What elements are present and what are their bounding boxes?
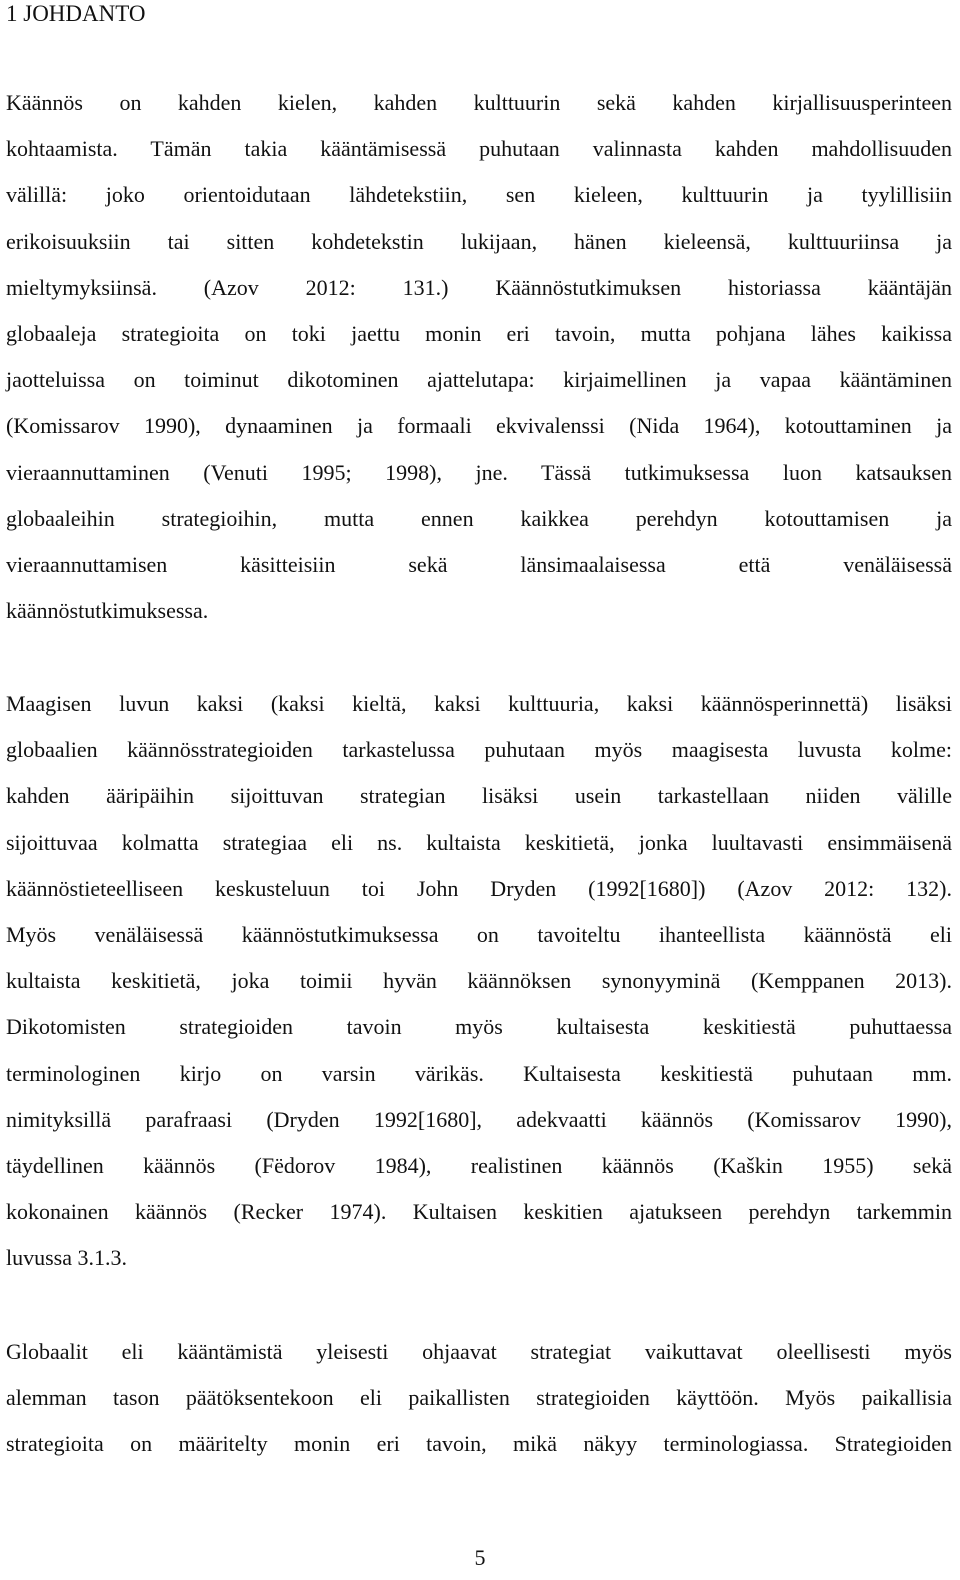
text-line: Myös venäläisessä käännöstutkimuksessa on tavoiteltu ihanteellista käännöstä eli <box>6 922 952 948</box>
text-line: vieraannuttamisen käsitteisiin sekä länsimaalaisessa että venäläisessä <box>6 552 952 578</box>
text-line: kahden ääripäihin sijoittuvan strategian lisäksi usein tarkastellaan niiden välille <box>6 783 952 809</box>
text-line: mieltymyksiinsä. (Azov 2012: 131.) Käännöstutkimuksen historiassa kääntäjän <box>6 274 952 300</box>
text-line: Maagisen luvun kaksi (kaksi kieltä, kaksi kulttuuria, kaksi käännösperinnettä) lisäksi <box>6 691 952 716</box>
text-line: kokonainen käännös (Recker 1974). Kultaisen keskitien ajatukseen perehdyn tarkemmin <box>6 1199 952 1225</box>
text-line: globaaleja strategioita on toki jaettu monin eri tavoin, mutta pohjana lähes kaikissa <box>6 321 952 347</box>
text-line: kultaista keskitietä, joka toimii hyvän käännöksen synonyyminä (Kemppanen 2013). <box>6 968 952 994</box>
text-line: käännöstutkimuksessa. <box>6 598 209 624</box>
text-line: globaalien käännösstrategioiden tarkastelussa puhutaan myös maagisesta luvusta kolme: <box>6 737 952 763</box>
text-line: täydellinen käännös (Fëdorov 1984), realistinen käännös (Kaškin 1955) sekä <box>6 1153 952 1179</box>
text-line: erikoisuuksiin tai sitten kohdetekstin lukijaan, hänen kieleensä, kulttuuriinsa ja <box>6 228 952 254</box>
text-line: strategioita on määritelty monin eri tavoin, mikä näkyy terminologiassa. Strategioiden <box>6 1431 952 1457</box>
text-line: Dikotomisten strategioiden tavoin myös kultaisesta keskitiestä puhuttaessa <box>6 1014 952 1040</box>
text-line: terminologinen kirjo on varsin värikäs. Kultaisesta keskitiestä puhutaan mm. <box>6 1060 952 1086</box>
section-heading: 1 JOHDANTO <box>6 1 146 26</box>
text-line: Käännös on kahden kielen, kahden kulttuurin sekä kahden kirjallisuusperinteen <box>6 90 952 115</box>
paragraph-3 <box>6 1329 952 1468</box>
page-number: 5 <box>474 1545 486 1570</box>
text-line: käännöstieteelliseen keskusteluun toi John Dryden (1992[1680]) (Azov 2012: 132). <box>6 875 952 901</box>
text-line: nimityksillä parafraasi (Dryden 1992[1680], adekvaatti käännös (Komissarov 1990), <box>6 1106 952 1132</box>
paragraph-1 <box>6 80 952 634</box>
text-line: alemman tason päätöksentekoon eli paikallisten strategioiden käyttöön. Myös paikallisia <box>6 1385 952 1411</box>
text-line: välillä: joko orientoidutaan lähdetekstiin, sen kieleen, kulttuurin ja tyylillisiin <box>6 182 952 208</box>
text-line: globaaleihin strategioihin, mutta ennen kaikkea perehdyn kotouttamisen ja <box>6 505 952 531</box>
text-line: kohtaamista. Tämän takia kääntämisessä puhutaan valinnasta kahden mahdollisuuden <box>6 136 952 162</box>
text-line: Globaalit eli kääntämistä yleisesti ohjaavat strategiat vaikuttavat oleellisesti myös <box>6 1339 952 1364</box>
text-line: vieraannuttaminen (Venuti 1995; 1998), jne. Tässä tutkimuksessa luon katsauksen <box>6 459 952 485</box>
text-line: jaotteluissa on toiminut dikotominen ajattelutapa: kirjaimellinen ja vapaa kääntäminen <box>6 367 952 393</box>
text-line: sijoittuvaa kolmatta strategiaa eli ns. kultaista keskitietä, jonka luultavasti ensimmäisenä <box>6 829 952 855</box>
text-line: (Komissarov 1990), dynaaminen ja formaali ekvivalenssi (Nida 1964), kotouttaminen ja <box>6 413 952 439</box>
paragraph-2 <box>6 681 952 1282</box>
text-line: luvussa 3.1.3. <box>6 1245 127 1271</box>
